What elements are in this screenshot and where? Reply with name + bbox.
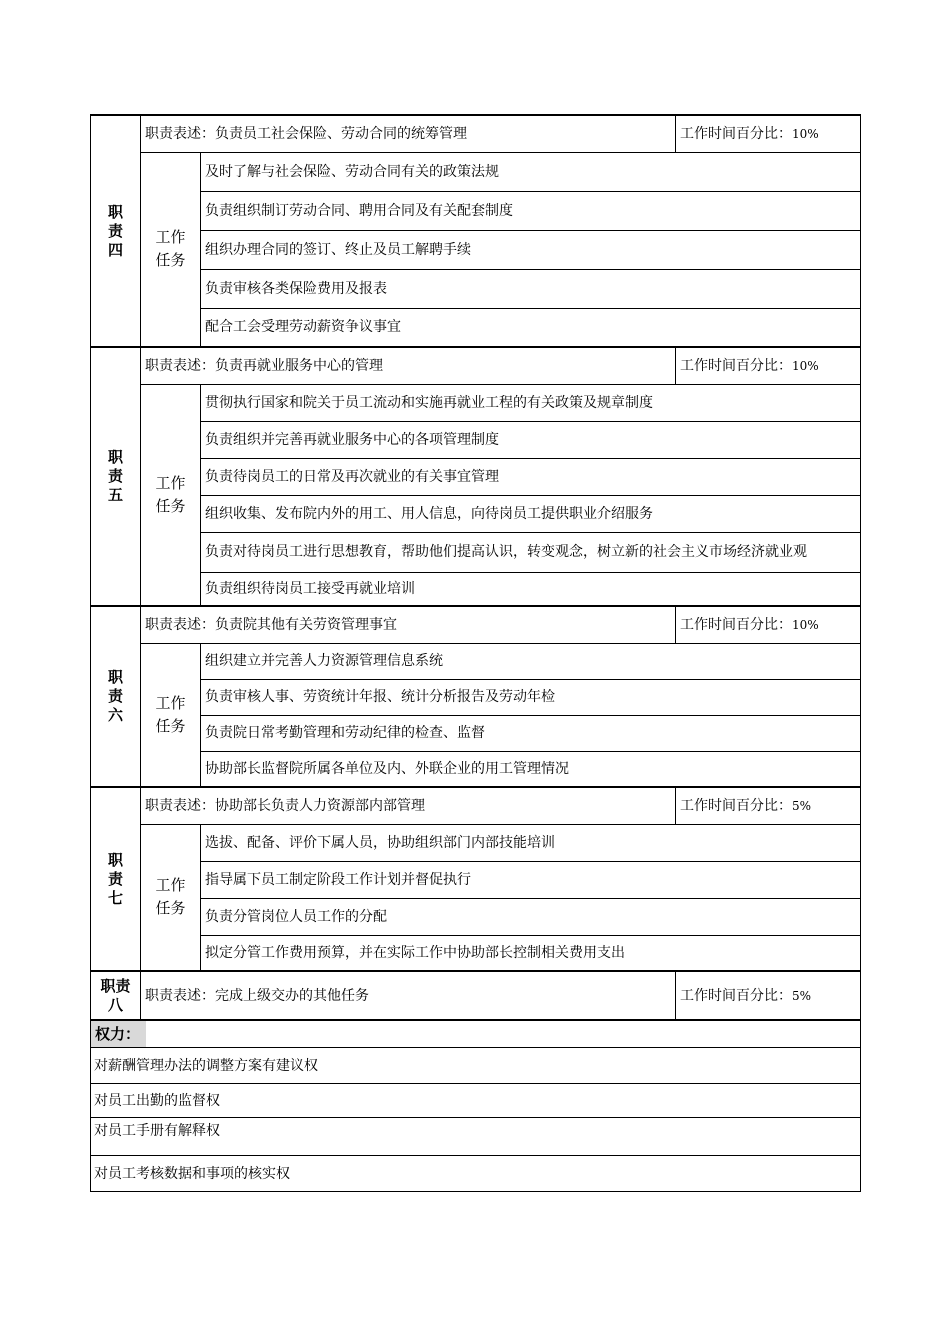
duty-5-task-row	[91, 458, 861, 495]
duty-6-task-row	[91, 751, 861, 787]
duty-5-task-1: 贯彻执行国家和院关于员工流动和实施再就业工程的有关政策及规章制度	[201, 384, 861, 421]
duty-6-time-percent: 工作时间百分比：10%	[676, 606, 861, 643]
duty-6-task-row	[91, 715, 861, 751]
power-item-4: 对员工考核数据和事项的核实权	[91, 1156, 861, 1192]
duties-table	[90, 114, 861, 1192]
duty-4-summary-row	[91, 115, 861, 152]
duty-4-task-label: 工作 任务	[141, 152, 201, 347]
duty-7-label: 职 责 七	[91, 787, 141, 971]
duty-8-label: 职责 八	[91, 971, 141, 1020]
duty-6-task-2: 负责审核人事、劳资统计年报、统计分析报告及劳动年检	[201, 679, 861, 715]
power-item-3: 对员工手册有解释权	[91, 1118, 861, 1156]
duty-8-summary-row	[91, 971, 861, 1020]
duty-5-task-row	[91, 532, 861, 572]
duty-5-task-3: 负责待岗员工的日常及再次就业的有关事宜管理	[201, 458, 861, 495]
duty-4-task-row	[91, 230, 861, 269]
duty-7-task-label: 工作 任务	[141, 824, 201, 971]
power-row	[91, 1156, 861, 1192]
powers-header	[91, 1020, 861, 1048]
duty-7-task-3: 负责分管岗位人员工作的分配	[201, 898, 861, 935]
duty-4-time-percent: 工作时间百分比：10%	[676, 115, 861, 152]
powers-header-row	[91, 1020, 861, 1048]
duty-7-task-row	[91, 824, 861, 861]
duty-6-task-row	[91, 679, 861, 715]
power-item-2: 对员工出勤的监督权	[91, 1084, 861, 1118]
duty-7-task-row	[91, 898, 861, 935]
duty-5-task-4: 组织收集、发布院内外的用工、用人信息，向待岗员工提供职业介绍服务	[201, 495, 861, 532]
duty-5-task-row	[91, 572, 861, 606]
duty-6-task-label: 工作 任务	[141, 643, 201, 787]
duty-6-task-4: 协助部长监督院所属各单位及内、外联企业的用工管理情况	[201, 751, 861, 787]
duty-4-task-row	[91, 269, 861, 308]
duty-6-task-1: 组织建立并完善人力资源管理信息系统	[201, 643, 861, 679]
duty-5-summary-row	[91, 347, 861, 384]
duty-7-task-1: 选拔、配备、评价下属人员，协助组织部门内部技能培训	[201, 824, 861, 861]
duty-4-task-1: 及时了解与社会保险、劳动合同有关的政策法规	[201, 152, 861, 191]
duty-7-task-4: 拟定分管工作费用预算，并在实际工作中协助部长控制相关费用支出	[201, 935, 861, 971]
duty-6-task-3: 负责院日常考勤管理和劳动纪律的检查、监督	[201, 715, 861, 751]
duty-5-time-percent: 工作时间百分比：10%	[676, 347, 861, 384]
duty-5-task-label: 工作 任务	[141, 384, 201, 606]
duty-7-task-row	[91, 861, 861, 898]
duty-7-task-2: 指导属下员工制定阶段工作计划并督促执行	[201, 861, 861, 898]
duty-6-description: 职责表述：负责院其他有关劳资管理事宜	[141, 606, 676, 643]
duty-8-time-percent: 工作时间百分比：5%	[676, 971, 861, 1020]
duty-4-task-row	[91, 152, 861, 191]
duty-5-task-2: 负责组织并完善再就业服务中心的各项管理制度	[201, 421, 861, 458]
duty-5-task-row	[91, 384, 861, 421]
duty-7-summary-row	[91, 787, 861, 824]
duty-4-description: 职责表述：负责员工社会保险、劳动合同的统筹管理	[141, 115, 676, 152]
duty-4-task-row	[91, 191, 861, 230]
power-row	[91, 1048, 861, 1084]
power-row	[91, 1084, 861, 1118]
duty-5-description: 职责表述：负责再就业服务中心的管理	[141, 347, 676, 384]
duty-4-task-3: 组织办理合同的签订、终止及员工解聘手续	[201, 230, 861, 269]
duty-6-summary-row	[91, 606, 861, 643]
duty-4-task-5: 配合工会受理劳动薪资争议事宜	[201, 308, 861, 347]
duty-4-task-row	[91, 308, 861, 347]
duty-6-task-row	[91, 643, 861, 679]
duty-4-label: 职 责 四	[91, 115, 141, 347]
duty-7-task-row	[91, 935, 861, 971]
duty-7-time-percent: 工作时间百分比：5%	[676, 787, 861, 824]
power-item-1: 对薪酬管理办法的调整方案有建议权	[91, 1048, 861, 1084]
duty-4-task-4: 负责审核各类保险费用及报表	[201, 269, 861, 308]
duty-6-label: 职 责 六	[91, 606, 141, 787]
job-description-sheet	[90, 114, 860, 1192]
duty-4-task-2: 负责组织制订劳动合同、聘用合同及有关配套制度	[201, 191, 861, 230]
duty-5-task-6: 负责组织待岗员工接受再就业培训	[201, 572, 861, 606]
power-row	[91, 1118, 861, 1156]
duty-5-task-5: 负责对待岗员工进行思想教育，帮助他们提高认识，转变观念，树立新的社会主义市场经济就业观	[201, 532, 861, 572]
duty-5-label: 职 责 五	[91, 347, 141, 606]
powers-title: 权力：	[91, 1021, 146, 1047]
duty-7-description: 职责表述：协助部长负责人力资源部内部管理	[141, 787, 676, 824]
duty-8-description: 职责表述：完成上级交办的其他任务	[141, 971, 676, 1020]
duty-5-task-row	[91, 495, 861, 532]
duty-5-task-row	[91, 421, 861, 458]
